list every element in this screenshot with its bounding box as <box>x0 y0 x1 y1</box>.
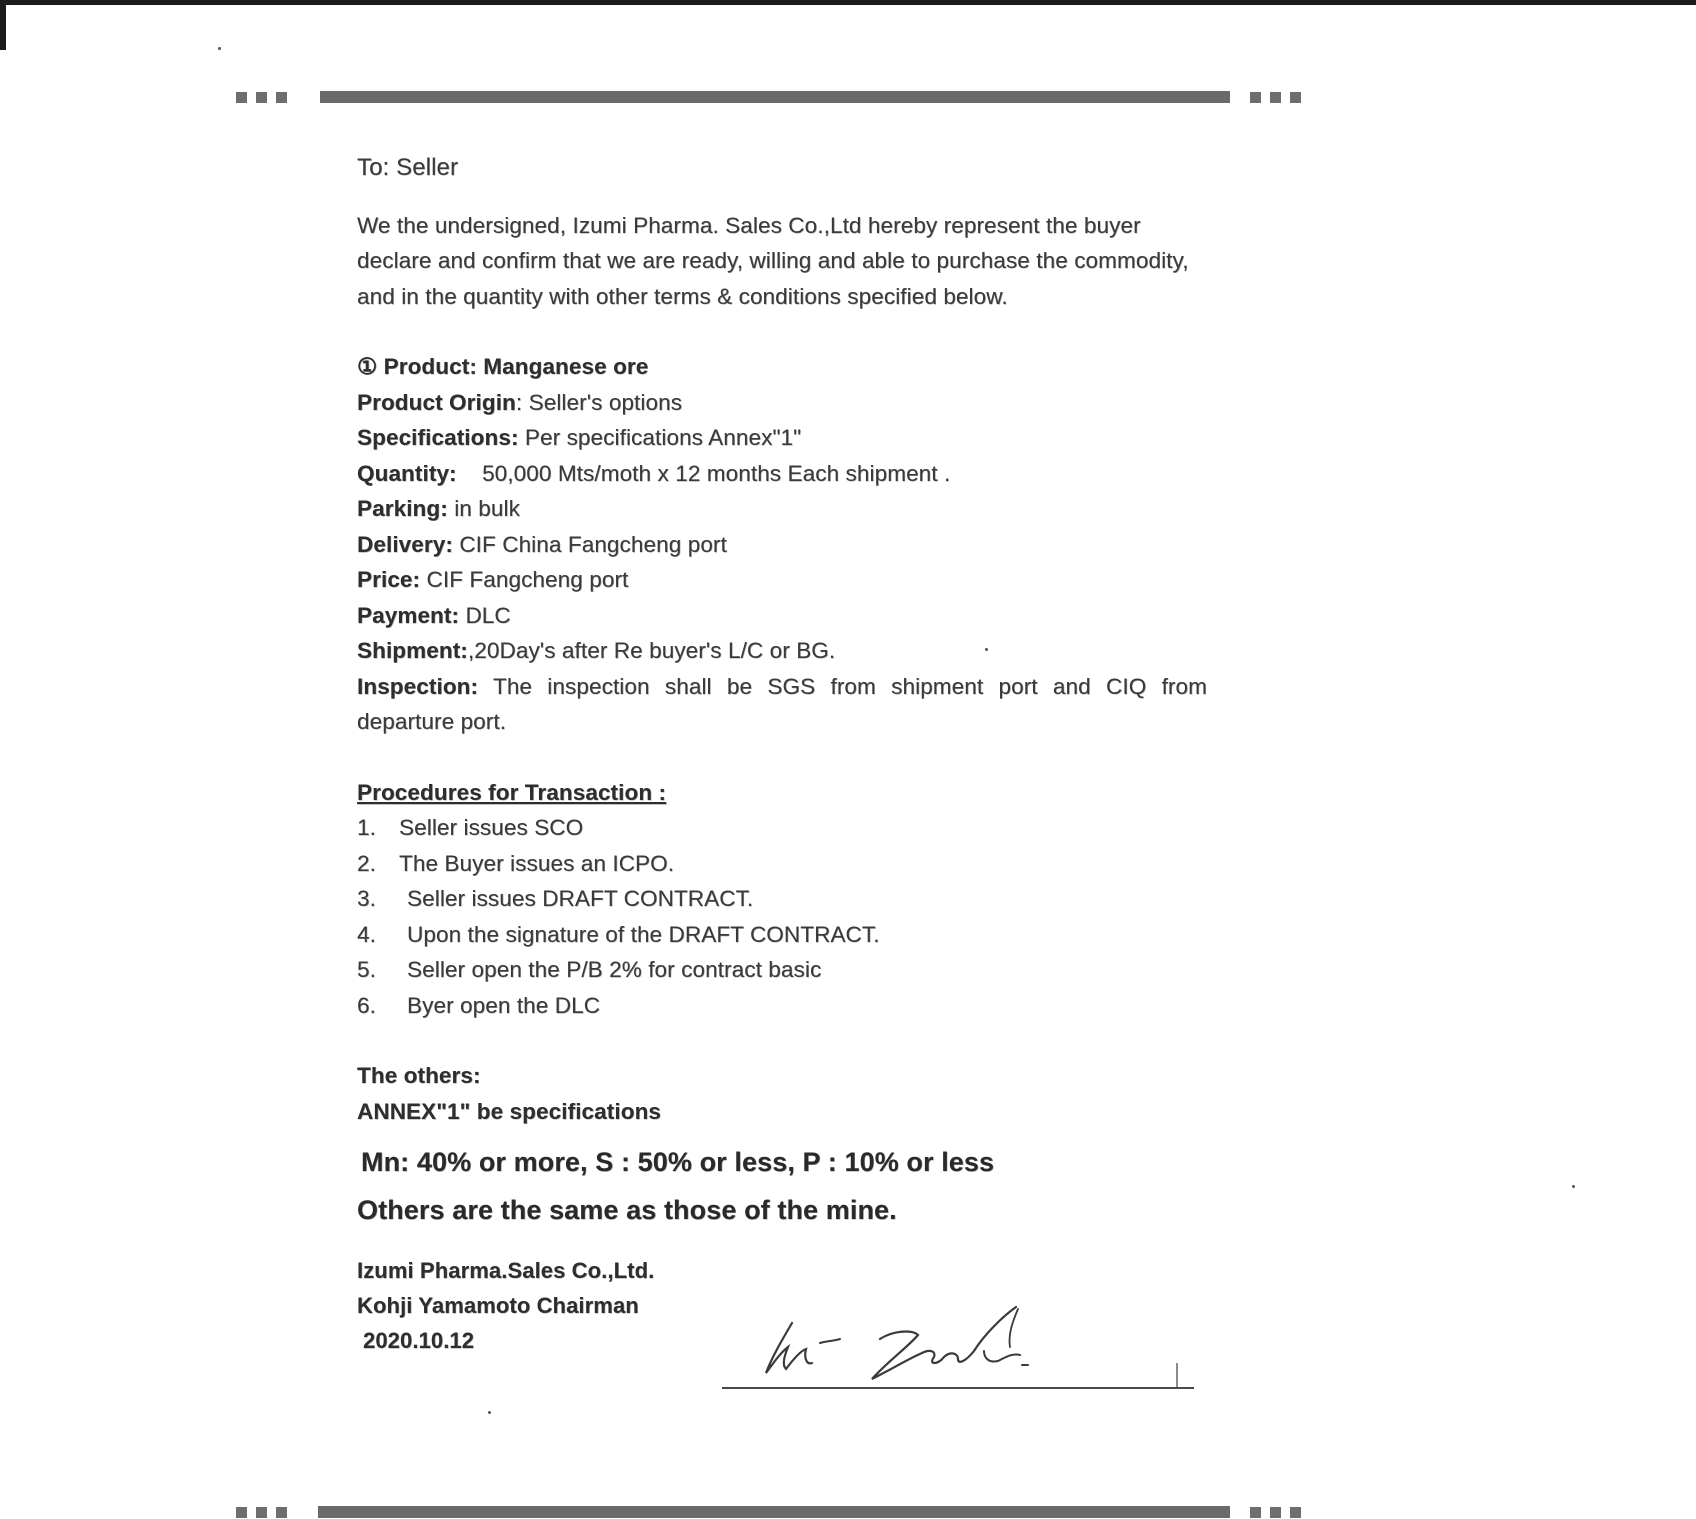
term-label: Product Origin <box>357 389 516 415</box>
scan-speck <box>488 1411 491 1414</box>
term-value: 20Day's after Re buyer's L/C or BG. <box>474 638 836 663</box>
procedures-title: Procedures for Transaction : <box>357 779 667 805</box>
rule-square <box>1290 1507 1301 1518</box>
rule-square <box>1250 92 1261 103</box>
term-row <box>357 349 1207 385</box>
scan-speck <box>985 648 988 651</box>
rule-bar <box>320 91 1230 103</box>
term-row <box>357 420 1207 456</box>
same-as-mine-line: Others are the same as those of the mine. <box>357 1195 897 1225</box>
term-row <box>357 491 1207 527</box>
header-rule <box>236 90 1312 104</box>
term-row <box>357 385 1207 421</box>
step-number: 2. <box>357 850 376 876</box>
term-label: Quantity: <box>357 460 457 486</box>
procedure-step <box>357 810 1207 846</box>
step-number: 5. <box>357 957 376 982</box>
step-text: Seller open the P/B 2% for contract basic <box>407 957 822 982</box>
procedures-list <box>357 810 1207 1023</box>
term-value: 50,000 Mts/moth x 12 months Each shipment . <box>482 460 951 486</box>
signatory-name: Kohji Yamamoto Chairman <box>357 1293 639 1318</box>
term-separator <box>457 461 482 486</box>
procedure-step <box>357 917 1207 953</box>
term-label: Shipment: <box>357 638 468 663</box>
term-label: ① Product <box>357 354 470 379</box>
term-separator: , <box>467 638 475 663</box>
term-separator: : <box>515 389 529 415</box>
term-row <box>357 598 1207 634</box>
step-number: 4. <box>357 921 376 947</box>
rule-square <box>1270 1507 1281 1518</box>
term-row <box>357 456 1207 492</box>
procedure-step <box>357 846 1207 882</box>
inspection-label: Inspection: <box>357 673 479 699</box>
others-heading: The others: <box>357 1063 481 1088</box>
recipient-line: To: Seller <box>357 154 459 181</box>
step-text: Byer open the DLC <box>407 992 601 1018</box>
rule-bar <box>318 1506 1230 1518</box>
scan-edge-left <box>0 0 6 50</box>
term-value: in bulk <box>454 496 520 521</box>
step-text: Upon the signature of the DRAFT CONTRACT. <box>407 921 880 947</box>
rule-square <box>236 1507 247 1518</box>
term-value: Manganese ore <box>483 354 649 379</box>
term-label: Specifications: <box>357 425 519 450</box>
rule-square <box>276 92 287 103</box>
letter-date: 2020.10.12 <box>363 1328 475 1353</box>
intro-paragraph: We the undersigned, Izumi Pharma. Sales Co.,Ltd hereby represent the buyer declare and confirm that we are ready, willing and able to purchase the commodity, and in the quantity with other terms & conditions specified below. <box>357 212 1189 309</box>
terms-list <box>357 349 1207 669</box>
handwritten-signature <box>722 1295 1194 1395</box>
letter-body <box>357 150 1207 1358</box>
term-row <box>357 527 1207 563</box>
company-name: Izumi Pharma.Sales Co.,Ltd. <box>357 1258 655 1283</box>
term-label: Price: <box>357 567 421 592</box>
term-separator: : <box>469 354 484 379</box>
term-row <box>357 633 1207 669</box>
spec-line: Mn: 40% or more, S : 50% or less, P : 10% or less <box>361 1147 995 1177</box>
step-text: Seller issues SCO <box>399 815 584 840</box>
step-text: The Buyer issues an ICPO. <box>399 850 675 876</box>
scan-edge-top <box>0 0 1696 5</box>
term-value: Seller's options <box>528 389 683 415</box>
inspection-value: The inspection shall be SGS from shipment port and CIQ from departure port. <box>357 673 1207 734</box>
inspection-term <box>357 669 1207 740</box>
term-label: Payment: <box>357 602 460 628</box>
step-number: 1. <box>357 815 376 840</box>
term-value: DLC <box>465 602 511 628</box>
rule-square <box>256 1507 267 1518</box>
term-label: Delivery: <box>357 531 453 557</box>
rule-square <box>236 92 247 103</box>
scan-speck <box>1572 1185 1575 1188</box>
term-value: CIF China Fangcheng port <box>459 531 727 557</box>
annex-line: ANNEX"1" be specifications <box>357 1098 662 1124</box>
procedure-step <box>357 881 1207 917</box>
step-text: Seller issues DRAFT CONTRACT. <box>407 886 754 911</box>
term-value: CIF Fangcheng port <box>426 567 629 592</box>
rule-square <box>1270 92 1281 103</box>
procedure-step <box>357 952 1207 988</box>
term-row <box>357 562 1207 598</box>
procedure-step <box>357 988 1207 1024</box>
rule-square <box>1250 1507 1261 1518</box>
scan-speck <box>218 47 221 50</box>
term-value: Per specifications Annex"1" <box>524 425 802 450</box>
rule-square <box>256 92 267 103</box>
step-number: 6. <box>357 992 376 1018</box>
rule-square <box>276 1507 287 1518</box>
rule-square <box>1290 92 1301 103</box>
term-label: Parking: <box>357 496 448 521</box>
step-number: 3. <box>357 886 376 911</box>
